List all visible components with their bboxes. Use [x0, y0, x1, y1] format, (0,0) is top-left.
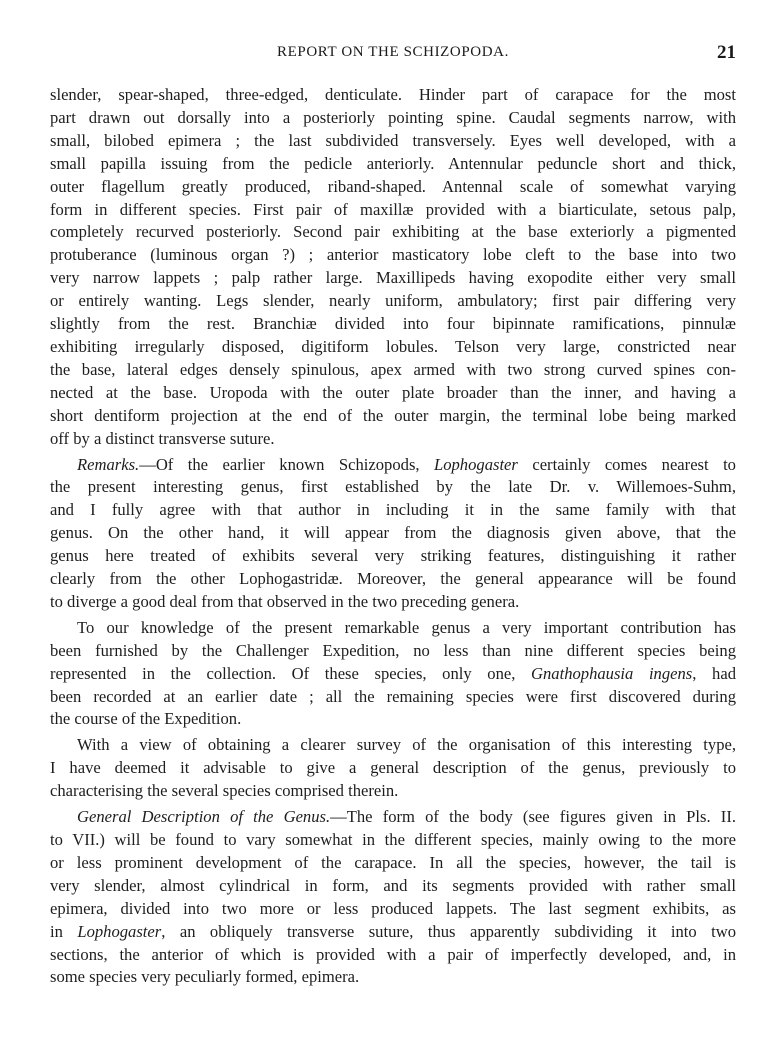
- text-line: or less prominent development of the carapace. In all the species, however, the tail is: [50, 852, 736, 872]
- text-line: I have deemed it advisable to give a general description of the genus, previously to: [50, 758, 736, 778]
- text-line: or entirely wanting. Legs slender, nearly uniform, ambulatory; first pair differing very: [50, 291, 736, 311]
- paragraph-diagnosis: [50, 84, 736, 451]
- text-line: form in different species. First pair of maxillæ provided with a biarticulate, setous palp,: [50, 199, 736, 219]
- text-line: been furnished by the Challenger Expedition, no less than nine different species being: [50, 640, 736, 660]
- text-line: in Lophogaster, an obliquely transverse suture, thus apparently subdividing it into two: [50, 921, 736, 941]
- text-line: slender, spear-shaped, three-edged, denticulate. Hinder part of carapace for the most: [50, 85, 736, 104]
- text-line: very narrow lappets ; palp rather large. Maxillipeds having exopodite either very small: [50, 268, 736, 288]
- italic-term: Gnathophausia ingens: [531, 663, 693, 683]
- text-line: To our knowledge of the present remarkable genus a very important contribution has: [77, 617, 736, 637]
- text-line: the base, lateral edges densely spinulous, apex armed with two strong curved spines con-: [50, 359, 736, 379]
- text-line: completely recurved posteriorly. Second pair exhibiting at the base exteriorly a pigmented: [50, 222, 736, 242]
- text-line: sections, the anterior of which is provided with a pair of imperfectly developed, and, in: [50, 944, 736, 964]
- text-line: small, bilobed epimera ; the last subdivided transversely. Eyes well developed, with a: [50, 130, 736, 150]
- text-line: characterising the several species comprised therein.: [50, 781, 399, 801]
- paragraph-general-description: [50, 806, 736, 989]
- text-line: protuberance (luminous organ ?) ; anterior masticatory lobe cleft to the base into two: [50, 245, 736, 265]
- section-lead-heading: Remarks.: [77, 454, 140, 474]
- text-line: the course of the Expedition.: [50, 709, 242, 729]
- text-line: genus. On the other hand, it will appear from the diagnosis given above, that the: [50, 523, 736, 543]
- text-line: and I fully agree with that author in including it in the same family with that: [50, 500, 736, 520]
- text-line: genus here treated of exhibits several very striking features, distinguishing it rather: [50, 546, 736, 566]
- text-line: exhibiting irregularly disposed, digitiform lobules. Telson very large, constricted near: [50, 336, 736, 356]
- text-line: represented in the collection. Of these species, only one, Gnathophausia ingens, had: [50, 663, 736, 683]
- paragraph-knowledge: [50, 617, 736, 732]
- text-line: outer flagellum greatly produced, riband-shaped. Antennal scale of somewhat varying: [50, 176, 736, 196]
- body-text: [50, 84, 736, 992]
- text-line: very slender, almost cylindrical in form, and its segments provided with rather small: [50, 875, 736, 895]
- running-title: REPORT ON THE SCHIZOPODA.: [277, 44, 509, 60]
- text-line: short dentiform projection at the end of the outer margin, the terminal lobe being marked: [50, 405, 736, 425]
- italic-term: Lophogaster: [77, 921, 162, 941]
- text-line: to diverge a good deal from that observed in the two preceding genera.: [50, 591, 520, 611]
- text-line: some species very peculiarly formed, epimera.: [50, 967, 360, 987]
- paragraph-remarks: [50, 454, 736, 614]
- paragraph-survey: [50, 734, 736, 803]
- italic-term: Lophogaster: [433, 454, 518, 474]
- text-line: part drawn out dorsally into a posteriorly pointing spine. Caudal segments narrow, with: [50, 107, 736, 127]
- text-line: epimera, divided into two more or less produced lappets. The last segment exhibits, as: [50, 898, 736, 918]
- text-line: Remarks.—Of the earlier known Schizopods, Lophogaster certainly comes nearest to: [77, 454, 736, 474]
- section-lead-heading: General Description of the Genus.: [77, 807, 331, 827]
- running-head: [50, 44, 736, 68]
- text-line: the present interesting genus, first established by the late Dr. v. Willemoes-Suhm,: [50, 477, 736, 497]
- page-number: 21: [717, 42, 736, 63]
- text-line: clearly from the other Lophogastridæ. Moreover, the general appearance will be found: [50, 569, 736, 589]
- text-line: General Description of the Genus.—The form of the body (see figures given in Pls. II.: [77, 807, 736, 827]
- text-line: off by a distinct transverse suture.: [50, 428, 275, 448]
- text-line: nected at the base. Uropoda with the outer plate broader than the inner, and having a: [50, 382, 736, 402]
- text-line: small papilla issuing from the pedicle anteriorly. Antennular peduncle short and thick,: [50, 153, 736, 173]
- text-line: slightly from the rest. Branchiæ divided into four bipinnate ramifications, pinnulæ: [50, 314, 736, 334]
- text-line: been recorded at an earlier date ; all the remaining species were first discovered during: [50, 686, 736, 706]
- text-line: With a view of obtaining a clearer survey of the organisation of this interesting type,: [77, 735, 736, 755]
- text-line: to VII.) will be found to vary somewhat in the different species, mainly owing to the more: [50, 830, 736, 849]
